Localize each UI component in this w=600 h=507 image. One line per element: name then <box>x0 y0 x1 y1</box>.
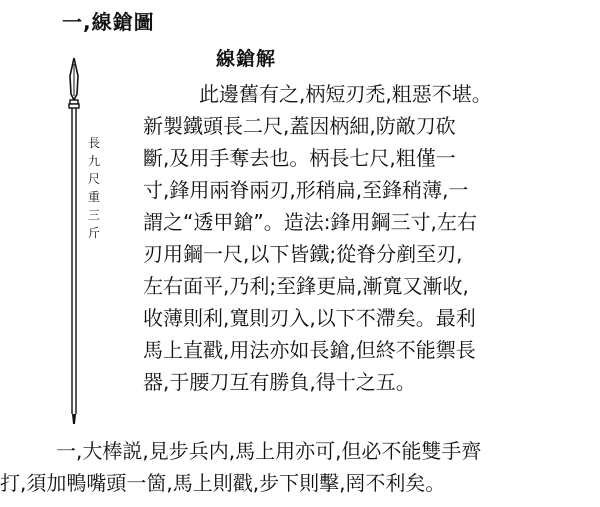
spear-caption-char: 斤 <box>87 226 100 240</box>
section-heading: 一,線鎗圖 <box>62 10 155 34</box>
body-line: 謂之“透甲鎗”。造法:鋒用鋼三寸,左右 <box>143 210 477 234</box>
closing-paragraph <box>0 435 600 499</box>
body-paragraph <box>143 78 593 398</box>
spear-caption <box>86 134 102 242</box>
spear-caption-char: 尺 <box>87 172 100 186</box>
subtitle: 線鎗解 <box>216 48 277 70</box>
spear-illustration <box>62 56 86 428</box>
body-line: 收薄則利,寬則刃入,以下不滯矣。最利 <box>143 306 476 330</box>
body-line: 馬上直戳,用法亦如長鎗,但終不能禦長 <box>143 338 476 362</box>
body-line: 斷,及用手奪去也。柄長七尺,粗僅一 <box>143 146 456 170</box>
body-line: 刃用鋼一尺,以下皆鐵;從脊分剷至刃, <box>143 242 463 266</box>
closing-line: 一,大棒説,見步兵内,馬上用亦可,但必不能雙手齊 <box>56 439 482 463</box>
spear-caption-char: 九 <box>87 154 100 168</box>
spear-caption-char: 三 <box>87 208 100 222</box>
body-line: 寸,鋒用兩脊兩刃,形稍扁,至鋒稍薄,一 <box>143 178 469 202</box>
body-line: 此邊舊有之,柄短刃禿,粗惡不堪。 <box>199 82 492 106</box>
body-line: 新製鐵頭長二尺,蓋因柄細,防敵刀砍 <box>143 114 456 138</box>
body-line: 器,于腰刀互有勝負,得十之五。 <box>143 370 416 394</box>
spear-caption-char: 長 <box>87 136 100 150</box>
closing-line: 打,須加鴨嘴頭一箇,馬上則戳,步下則擊,罔不利矣。 <box>0 471 446 495</box>
spear-caption-char: 重 <box>87 190 100 204</box>
body-line: 左右面平,乃利;至鋒更扁,漸寬又漸收, <box>143 274 469 298</box>
